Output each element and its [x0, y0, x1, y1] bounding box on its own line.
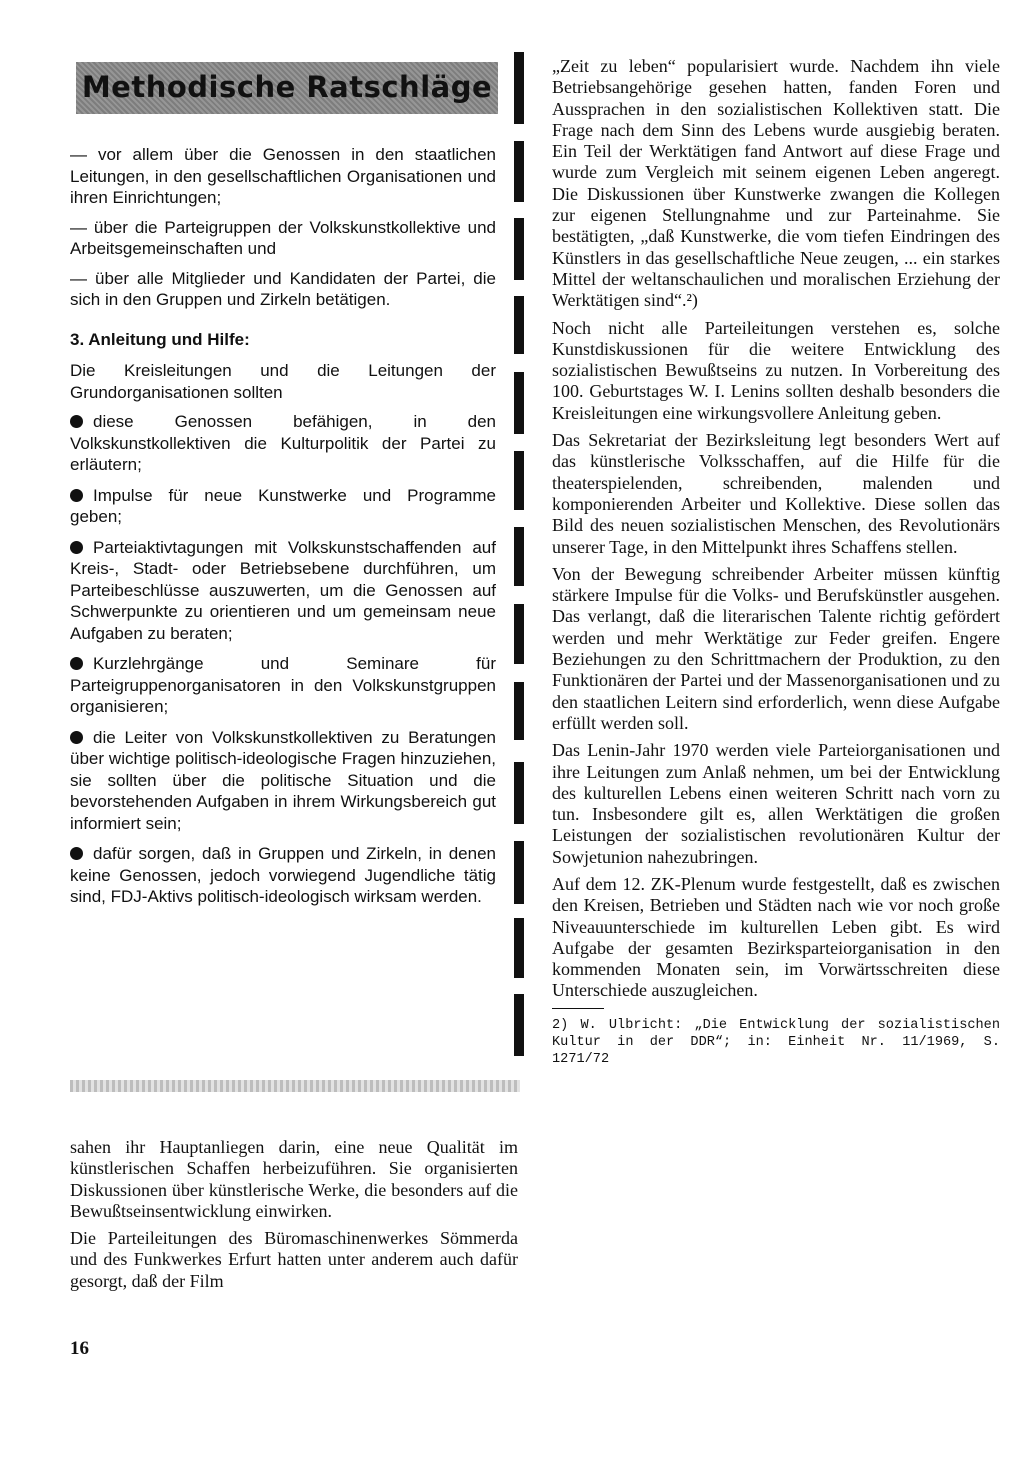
paragraph: Noch nicht alle Parteileitungen verstehen es, solche Kunstdiskussionen für die weitere Entwicklung des sozialistischen Bewußtseins zu nutzen. In Vorbereitung des 100. Geburtstages W. I. Lenins sollten deshalb besonders die Kreisleitungen eine wirkungsvollere Anleitung geben. [552, 317, 1000, 423]
bullet-item: Kurzlehrgänge und Seminare für Parteigruppenorganisatoren in den Volkskunstgruppen organisieren; [70, 654, 496, 716]
margin-bar [514, 527, 524, 586]
bullet-item: die Leiter von Volkskunstkollektiven zu Beratungen über wichtige politisch-ideologische Fragen hinzuziehen, sie sollten über die politische Situation und die bevorstehenden Aufgaben in ihrem Wirkungsbereich gut informiert sein; [70, 727, 496, 833]
page-number: 16 [70, 1338, 89, 1359]
paragraph: Von der Bewegung schreibender Arbeiter müssen künftig stärkere Impulse für die Volks- und Berufskünstler ausgehen. Das verlangt, daß die literarischen Talente richtig gefördert werden und mehr Werktätige zur Feder greifen. Engere Beziehungen zu den Schrittmachern der Produktion, zu den Funktionären der Partei und der Massenorganisationen und zu den staatlichen Leitern sind erforderlich, wenn diese Aufgabe erfüllt werden soll. [552, 563, 1000, 733]
margin-bar [514, 762, 524, 824]
paragraph: Das Lenin-Jahr 1970 werden viele Parteiorganisationen und ihre Leitungen zum Anlaß nehmen, um bei der Entwicklung des kulturellen Lebens einen weiteren Schritt nach vorn zu tun. Insbesondere gilt es, allen Werktätigen die großen Leistungen der sozialistischen revolutionären Kultur der Sowjetunion nahezubringen. [552, 740, 1000, 867]
margin-bar [514, 296, 524, 354]
bullet-dot-icon [70, 731, 83, 744]
bullet-dot-icon [70, 847, 83, 860]
left-column [70, 56, 496, 917]
paragraph: Auf dem 12. ZK-Plenum wurde festgestellt, daß es zwischen den Kreisen, Betrieben und Städten nach wie vor noch große Niveauunterschiede im kulturellen Leben gibt. Es wird Aufgabe der gesamten Bezirksparteiorganisation in den kommenden Monaten sein, im Vorwärtsschreiten diese Unterschiede auszugleichen. [552, 873, 1000, 1001]
bullet-dot-icon [70, 657, 83, 670]
footnote: 2) W. Ulbricht: „Die Entwicklung der sozialistischen Kultur in der DDR“; in: Einheit Nr. 11/1969, S. 1271/72 [552, 1017, 1000, 1067]
paragraph: „Zeit zu leben“ popularisiert wurde. Nachdem ihn viele Betriebsangehörige gesehen hatten, fanden Foren und Aussprachen in den sozialistischen Kollektiven statt. Die Frage nach dem Sinn des Lebens wurde ausgiebig beraten. Ein Teil der Werktätigen fand Antwort auf diese Frage und wurde zum Vergleich mit seinem eigenen Leben angeregt. Die Diskussionen über Kunstwerke zwangen die Kollegen zur eigenen Stellungnahme und zur Parteinahme. Sie bestätigten, „daß Kunstwerke, die vom tiefen Eindringen des Künstlers in das gesellschaftliche Neue zeugen, ... ein starkes Mittel der weltanschaulichen und moralischen Erziehung der Werktätigen sind“.²) [552, 56, 1000, 311]
margin-bar [514, 604, 524, 664]
left-bottom-text [70, 1137, 518, 1298]
bullet-item: Impulse für neue Kunstwerke und Programme geben; [70, 485, 496, 526]
bullet-dot-icon [70, 489, 83, 502]
bullet-item: dafür sorgen, daß in Gruppen und Zirkeln, in denen keine Genossen, jedoch vorwiegend Jugendliche tätig sind, FDJ-Aktivs politisch-ideologisch wirksam werden. [70, 844, 496, 906]
paragraph: — über alle Mitglieder und Kandidaten der Partei, die sich in den Gruppen und Zirkeln betätigen. [70, 268, 496, 309]
margin-bar [514, 218, 524, 280]
intro-paragraph: Die Kreisleitungen und die Leitungen der Grundorganisationen sollten [70, 361, 496, 402]
paragraph: Die Parteileitungen des Büromaschinenwerkes Sömmerda und des Funkwerkes Erfurt hatten unter anderem auch dafür gesorgt, daß der Film [70, 1228, 518, 1291]
paragraph: Das Sekretariat der Bezirksleitung legt besonders Wert auf das künstlerische Volksschaffen, auf die Hilfe für die theaterspielenden, schreibenden, malenden und komponierenden Arbeiter und Kollektive. Diese sollen das Bild des neuen sozialistischen Menschen, des Revolutionärs unserer Tage, in den Mittelpunkt ihres Schaffens stellen. [552, 430, 1000, 557]
bullet-dot-icon [70, 415, 83, 428]
margin-bar [514, 451, 524, 510]
bullet-dot-icon [70, 541, 83, 554]
bullet-item: Parteiaktivtagungen mit Volkskunstschaffenden auf Kreis-, Stadt- oder Betriebsebene durchführen, um Parteibeschlüsse auszuwerten, um die Genossen auf Schwerpunkte zu orientieren und um gemeinsam neue Aufgaben zu beraten; [70, 537, 496, 643]
footnote-rule [552, 1008, 604, 1009]
margin-bar [514, 994, 524, 1056]
subheading: 3. Anleitung und Hilfe: [70, 329, 250, 349]
right-column [552, 56, 1000, 1068]
section-divider [70, 1080, 520, 1092]
section-heading: Methodische Ratschläge [81, 70, 493, 105]
paragraph: — vor allem über die Genossen in den staatlichen Leitungen, in den gesellschaftlichen Organisationen und ihren Einrichtungen; [70, 145, 496, 207]
margin-bar [514, 682, 524, 740]
margin-bar [514, 841, 524, 904]
margin-bar [514, 918, 524, 978]
bullet-item: diese Genossen befähigen, in den Volkskunstkollektiven die Kulturpolitik der Partei zu erläutern; [70, 412, 496, 474]
paragraph: sahen ihr Hauptanliegen darin, eine neue Qualität im künstlerischen Schaffen herbeizuführen. Sie organisierten Diskussionen über künstlerische Werke, die besonders auf die Bewußtseinsentwicklung einwirken. [70, 1137, 518, 1221]
margin-bar [514, 372, 524, 434]
margin-bar [514, 141, 524, 202]
section-heading-box [76, 62, 498, 114]
paragraph: — über die Parteigruppen der Volkskunstkollektive und Arbeitsgemeinschaften und [70, 217, 496, 258]
margin-bar [514, 52, 524, 124]
